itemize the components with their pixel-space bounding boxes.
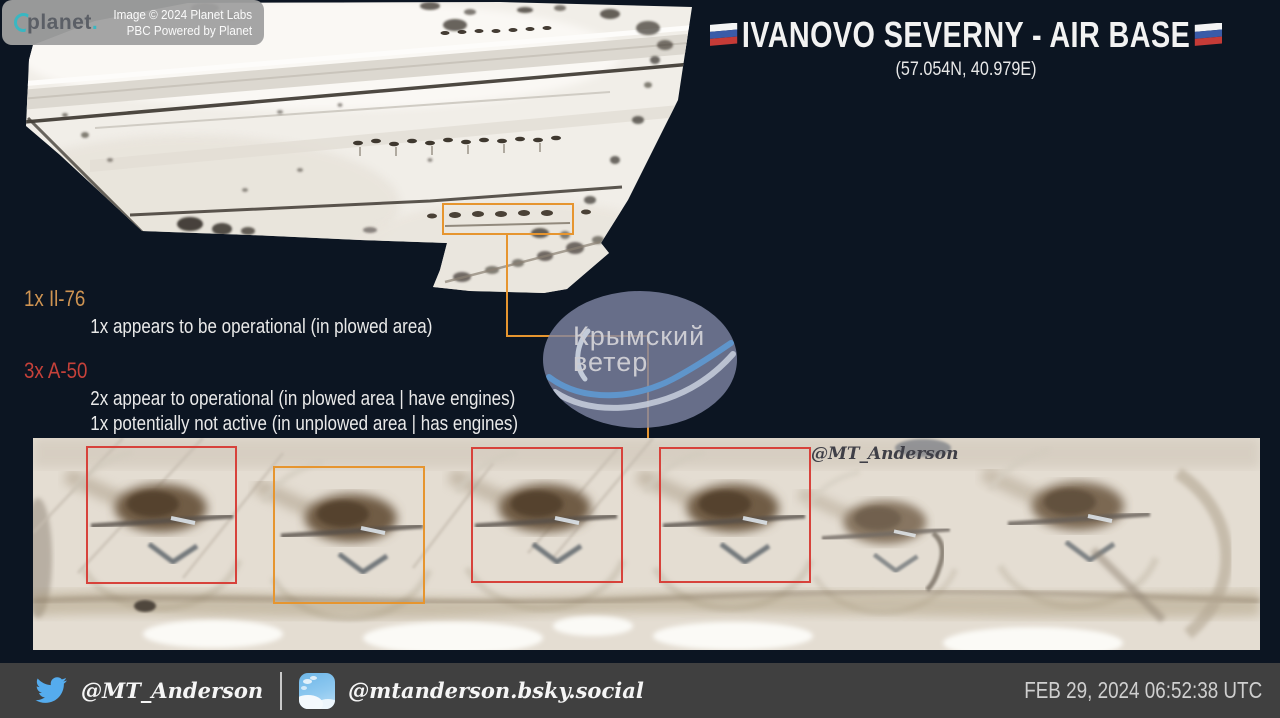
overview-satellite-image: [0, 0, 700, 300]
header: [686, 14, 1246, 81]
image-watermark: @MT_Anderson: [811, 444, 959, 464]
bluesky-handle[interactable]: @mtanderson.bsky.social: [348, 678, 644, 703]
annotation-a50-note-2: 1x potentially not active (in unplowed area | has engines): [90, 413, 519, 435]
coordinates: (57.054N, 40.979E): [895, 59, 1037, 80]
bluesky-icon[interactable]: [299, 673, 335, 709]
planet-logo: [14, 11, 98, 35]
timestamp: FEB 29, 2024 06:52:38 UTC: [1023, 677, 1262, 703]
annotation-a50-note-1: 2x appear to operational (in plowed area | have engines): [90, 388, 516, 410]
twitter-icon[interactable]: [34, 677, 68, 705]
twitter-handle[interactable]: @MT_Anderson: [81, 678, 264, 703]
page-title: IVANOVO SEVERNY - AIR BASE: [741, 14, 1191, 55]
planet-attribution: [2, 0, 264, 45]
watermark-line2: ветер: [573, 347, 649, 377]
zoomed-satellite-image: [33, 438, 1260, 650]
russian-flag-icon: [709, 23, 738, 48]
annotation-il76-label: 1x Il-76: [24, 286, 86, 311]
krymsky-veter-watermark: [543, 291, 737, 428]
watermark-line1: Крымский: [573, 321, 706, 351]
footer-bar: [0, 663, 1280, 718]
annotation-a50: [24, 358, 518, 437]
footer-divider: [280, 672, 282, 710]
russian-flag-icon: [1194, 23, 1223, 48]
annotation-il76: [24, 286, 432, 340]
annotation-il76-note: 1x appears to be operational (in plowed area): [90, 316, 433, 338]
annotation-a50-label: 3x A-50: [24, 358, 88, 383]
zoomed-image-canvas: [33, 438, 1260, 650]
image-credit: Image © 2024 Planet Labs PBC Powered by Planet: [113, 6, 253, 38]
planet-wordmark: planet.: [27, 10, 99, 34]
